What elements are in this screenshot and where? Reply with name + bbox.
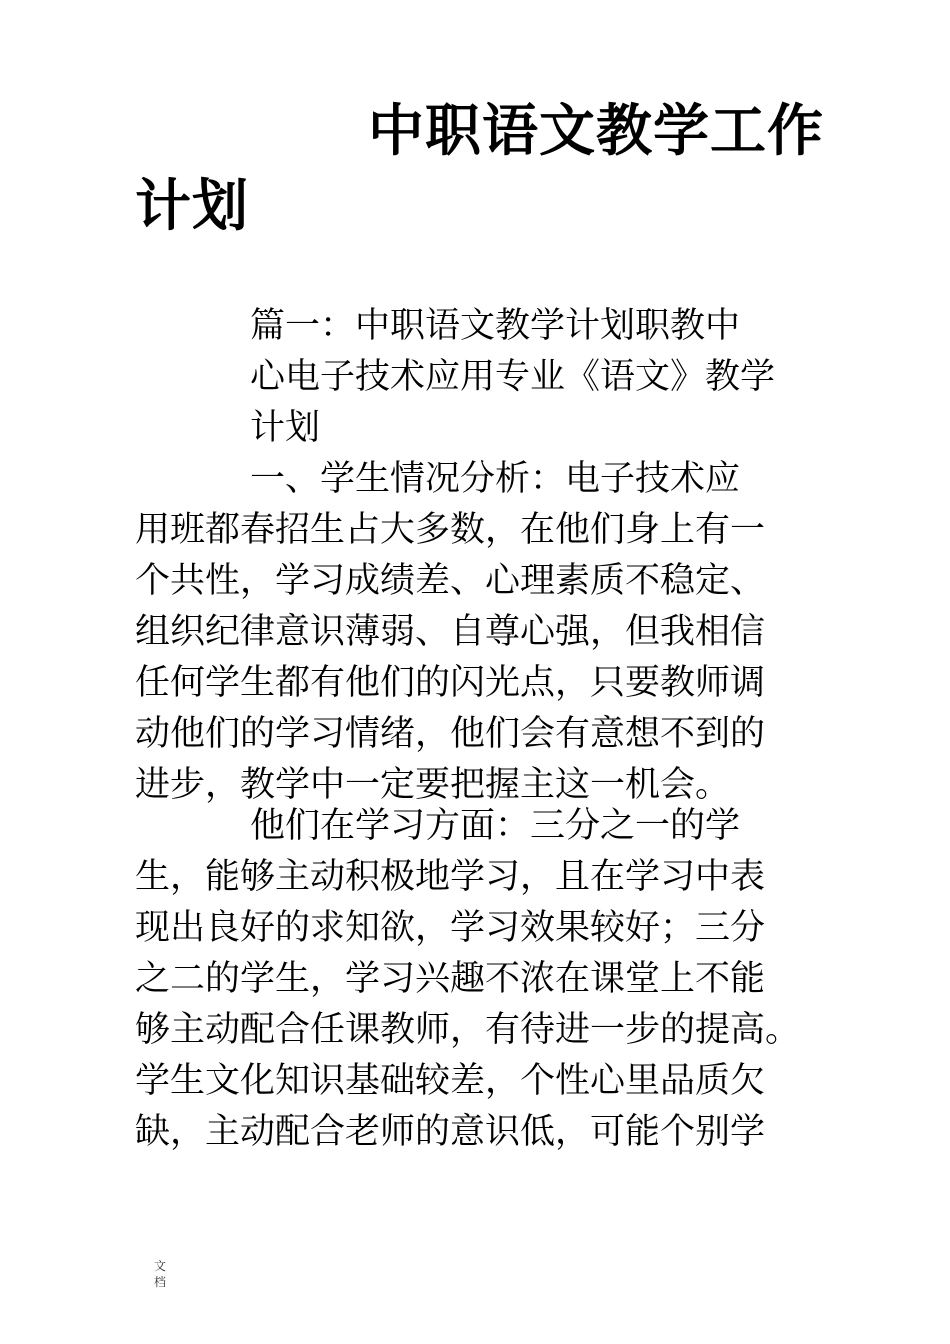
body-line: 个共性，学习成绩差、心理素质不稳定、 [135,561,766,601]
body-line: 任何学生都有他们的闪光点，只要教师调 [135,663,766,703]
body-line: 组织纪律意识薄弱、自尊心强，但我相信 [135,612,766,652]
body-line: 现出良好的求知欲，学习效果较好；三分 [135,908,766,948]
footer-char: 文 [154,1259,167,1273]
body-line: 篇一：中职语文教学计划职教中 [250,306,741,346]
document-title-line-2: 计划 [135,174,249,239]
body-line: 够主动配合任课教师，有待进一步的提高。 [135,1010,801,1050]
body-line: 用班都春招生占大多数，在他们身上有一 [135,510,766,550]
body-line: 他们在学习方面：三分之一的学 [250,806,741,846]
body-line: 动他们的学习情绪，他们会有意想不到的 [135,714,766,754]
body-line: 之二的学生，学习兴趣不浓在课堂上不能 [135,959,766,999]
body-line: 心电子技术应用专业《语文》教学 [250,357,776,397]
body-line: 进步，教学中一定要把握主这一机会。 [135,765,731,805]
footer-char: 档 [154,1275,167,1289]
document-title-line-1: 中职语文教学工作 [368,99,824,164]
body-line: 缺，主动配合老师的意识低，可能个别学 [135,1112,766,1152]
body-line: 生，能够主动积极地学习，且在学习中表 [135,857,766,897]
body-line: 学生文化知识基础较差，个性心里品质欠 [135,1061,766,1101]
body-line: 计划 [250,408,321,448]
body-line: 一、学生情况分析：电子技术应 [250,459,741,499]
